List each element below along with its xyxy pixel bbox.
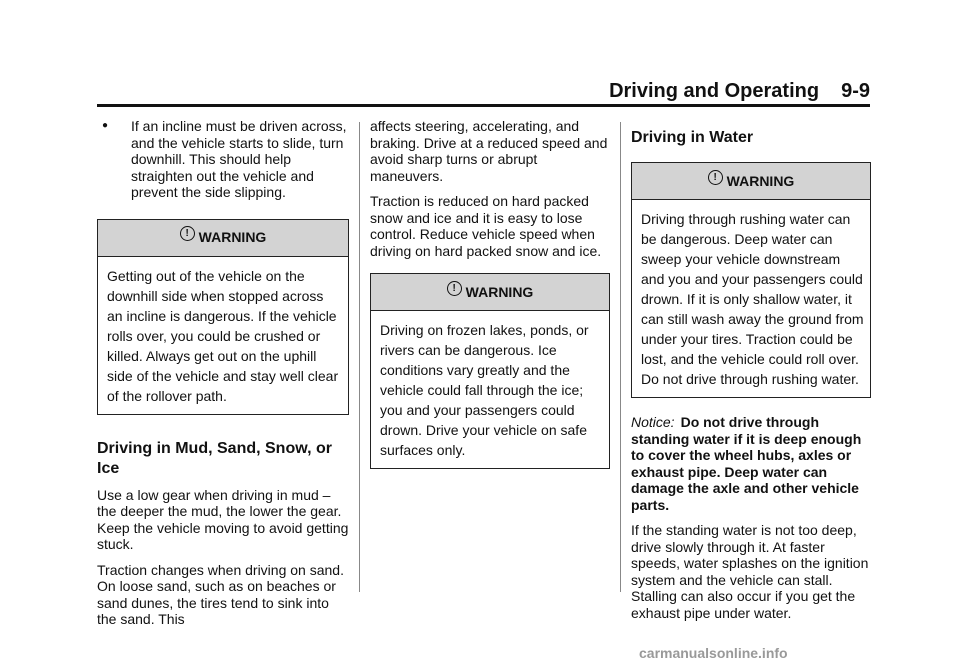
- warning-text: Driving through rushing water can be dangerous. Deep water can sweep your vehicle downstream and you and your passengers could drown. If it is only shallow water, it can still wash away the ground from under your tires. Traction could be lost, and the vehicle could roll over. Do not drive through rushing water.: [641, 211, 864, 387]
- paragraph: Use a low gear when driving in mud – the deeper the mud, the lower the gear. Keep the vehicle moving to avoid getting stuck.: [97, 486, 349, 552]
- paragraph: Traction is reduced on hard packed snow and ice and it is easy to lose control. Reduce vehicle speed when driving on hard packed snow and ice.: [370, 193, 602, 259]
- column-middle: [370, 118, 610, 485]
- notice-label: Notice:: [631, 414, 675, 430]
- warning-box: [97, 219, 349, 415]
- warning-text: Getting out of the vehicle on the downhill side when stopped across an incline is dangerous. If the vehicle rolls over, you could be crushed or killed. Always get out on the uphill side of the vehicle and stay well clear of the rollover path.: [107, 267, 339, 404]
- caution-icon: !: [180, 226, 195, 241]
- column-left: [97, 118, 349, 637]
- warning-title: WARNING: [198, 229, 267, 246]
- notice: [631, 414, 871, 513]
- page-number: 9-9: [841, 80, 870, 102]
- paragraph: affects steering, accelerating, and braking. Drive at a reduced speed and avoid sharp turns or abrupt maneuvers.: [370, 118, 608, 184]
- warning-title: WARNING: [726, 172, 795, 189]
- page-header: [592, 80, 870, 103]
- warning-box: [370, 273, 610, 469]
- warning-text: Driving on frozen lakes, ponds, or rivers can be dangerous. Ice conditions vary greatly and the vehicle could fall through the ice; you and your passengers could drown. Drive your vehicle on safe surfaces only.: [380, 322, 589, 458]
- bullet-item: [97, 118, 349, 201]
- watermark: carmanualsonline.info: [639, 645, 788, 661]
- caution-icon: !: [447, 281, 462, 296]
- column-right: [631, 118, 871, 630]
- bullet-icon: ●: [102, 120, 109, 131]
- bullet-text: If an incline must be driven across, and the vehicle starts to slide, turn downhill. This should help straighten out the vehicle and prevent the side slipping.: [131, 118, 347, 200]
- section-heading: Driving in Water: [631, 129, 754, 146]
- column-divider: [620, 122, 621, 592]
- paragraph: Traction changes when driving on sand. On loose sand, such as on beaches or sand dunes, the tires tend to sink into the sand. This: [97, 561, 344, 627]
- warning-header: [632, 163, 870, 200]
- warning-title: WARNING: [465, 283, 534, 300]
- warning-header: [371, 274, 609, 311]
- caution-icon: !: [708, 170, 723, 185]
- warning-header: [98, 220, 348, 257]
- column-divider: [359, 122, 360, 592]
- header-rule: [97, 104, 870, 107]
- notice-text: Do not drive through standing water if it is deep enough to cover the wheel hubs, axles or exhaust pipe. Deep water can damage the axle and other vehicle parts.: [631, 414, 862, 513]
- warning-box: [631, 162, 871, 398]
- paragraph: If the standing water is not too deep, drive slowly through it. At faster speeds, water splashes on the ignition system and the vehicle can stall. Stalling can also occur if you get the exhaust pipe under water.: [631, 522, 869, 621]
- section-title: Driving and Operating: [609, 80, 820, 102]
- section-heading: Driving in Mud, Sand, Snow, or Ice: [97, 439, 332, 477]
